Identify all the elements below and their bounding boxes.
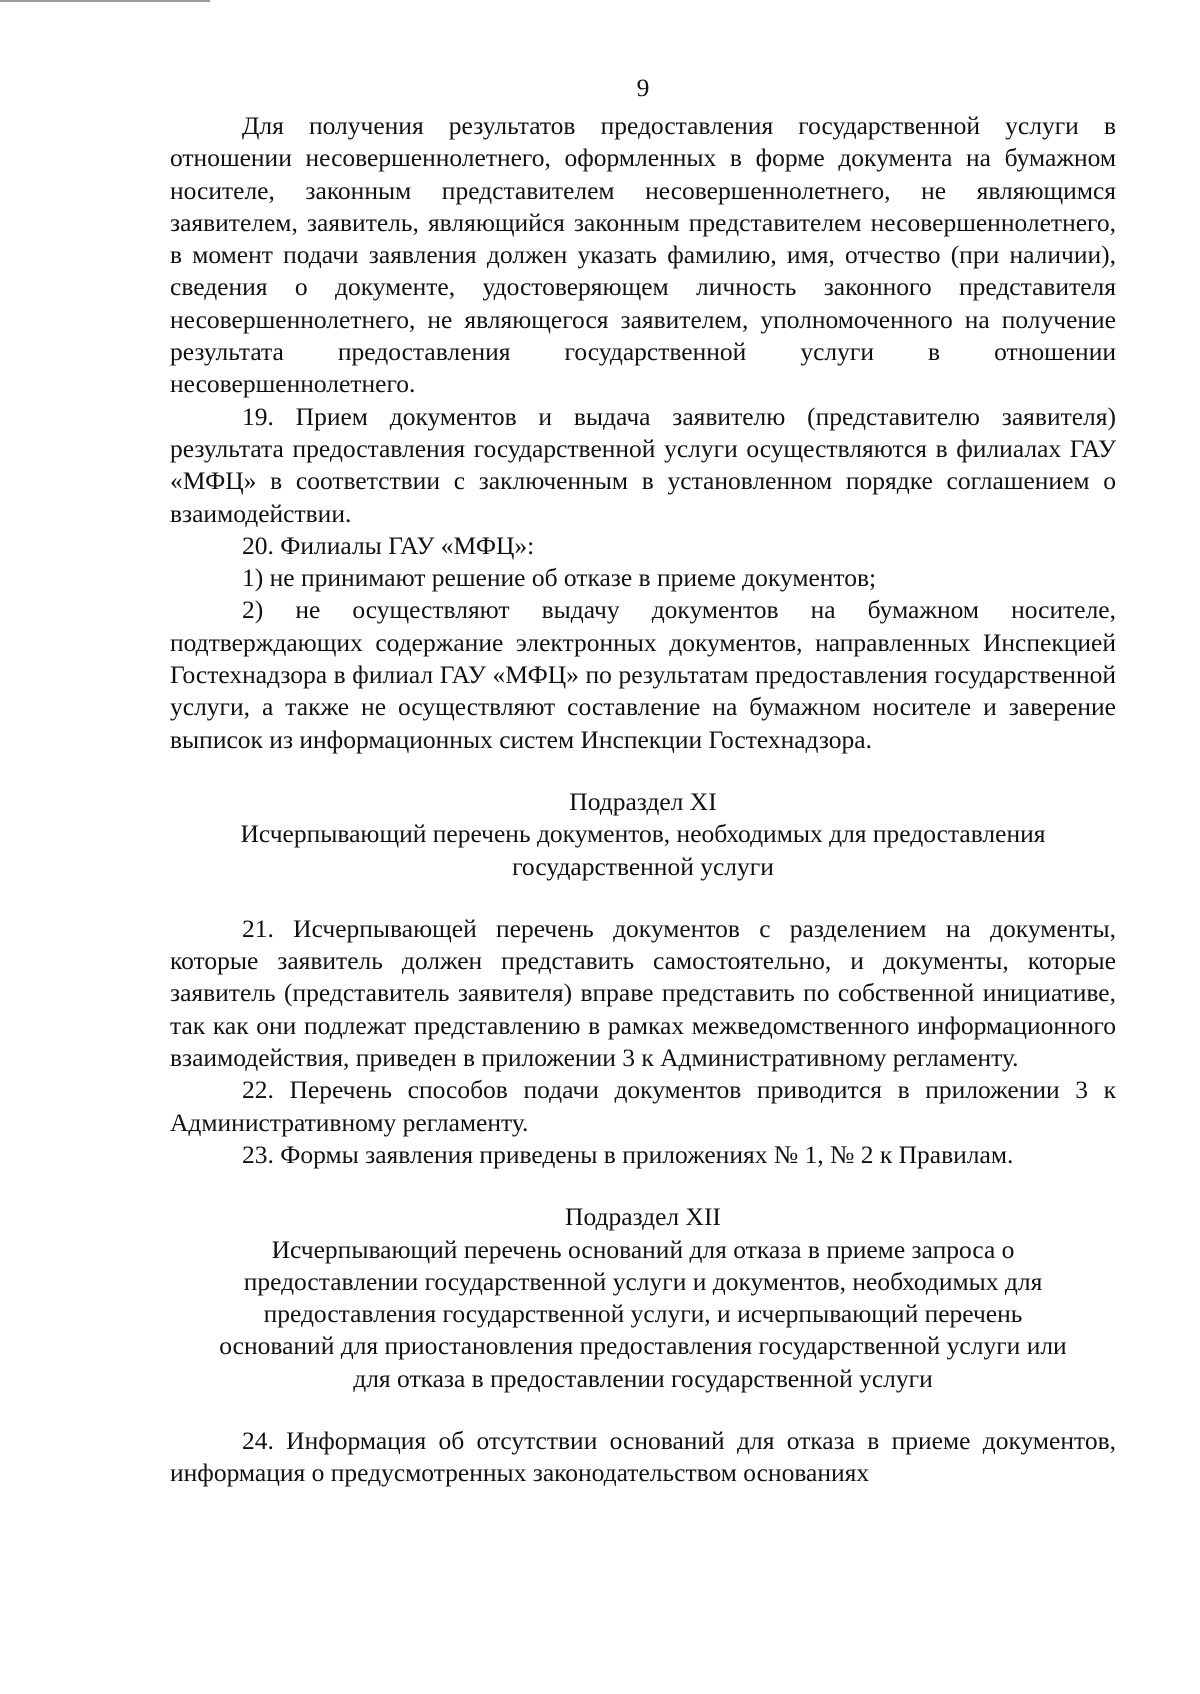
paragraph-22: 22. Перечень способов подачи документов приводится в приложении 3 к Административному регламенту. <box>170 1075 1116 1137</box>
paragraph-19: 19. Прием документов и выдача заявителю (представителю заявителя) результата предоставления государственной услуги осуществляются в филиалах ГАУ «МФЦ» в соответствии с заключенным в установленном порядке соглашением о взаимодействии. <box>170 401 1116 528</box>
paragraph-20-item-2: 2) не осуществляют выдачу документов на бумажном носителе, подтверждающих содержание электронных документов, направленных Инспекцией Гостехнадзора в филиал ГАУ «МФЦ» по результатам предоставления государственной услуги, а также не осуществляют составление на бумажном носителе и заверение выписок из информационных систем Инспекции Гостехнадзора. <box>170 595 1116 754</box>
subsection-12-label: Подраздел XII <box>565 1202 721 1232</box>
subsection-12-heading <box>170 1201 1116 1395</box>
document-page <box>170 66 1116 1490</box>
subsection-12-title-line: предоставлении государственной услуги и документов, необходимых для <box>243 1266 1043 1296</box>
paragraph-24: 24. Информация об отсутствии оснований для отказа в приеме документов, информация о предусмотренных законодательством основаниях <box>170 1425 1116 1488</box>
paragraph-23: 23. Формы заявления приведены в приложениях № 1, № 2 к Правилам. <box>242 1139 1014 1169</box>
paragraph-20-item-1: 1) не принимают решение об отказе в приеме документов; <box>242 563 877 593</box>
page-number: 9 <box>636 73 650 102</box>
paragraph-21: 21. Исчерпывающей перечень документов с разделением на документы, которые заявитель должен представить самостоятельно, и документы, которые заявитель (представитель заявителя) вправе представить по собственной инициативе, так как они подлежат представлению в рамках межведомственного информационного взаимодействия, приведен в приложении 3 к Административному регламенту. <box>170 913 1116 1073</box>
subsection-11-heading <box>170 786 1116 883</box>
subsection-12-title-line: для отказа в предоставлении государственной услуги <box>353 1363 933 1393</box>
subsection-12-title-line: оснований для приостановления предоставления государственной услуги или <box>219 1331 1067 1361</box>
paragraph-20: 20. Филиалы ГАУ «МФЦ»: <box>242 530 535 560</box>
subsection-11-label: Подраздел XI <box>569 786 717 816</box>
subsection-12-title-line: Исчерпывающий перечень оснований для отказа в приеме запроса о <box>271 1234 1015 1264</box>
scan-edge-mark <box>0 0 210 2</box>
paragraph-minor-result: Для получения результатов предоставления государственной услуги в отношении несовершеннолетнего, оформленных в форме документа на бумажном носителе, законным представителем несовершеннолетнего, не являющимся заявителем, заявитель, являющийся законным представителем несовершеннолетнего, в момент подачи заявления должен указать фамилию, имя, отчество (при наличии), сведения о документе, удостоверяющем личность законного представителя несовершеннолетнего, не являющегося заявителем, уполномоченного на получение результата предоставления государственной услуги в отношении несовершеннолетнего. <box>170 111 1116 399</box>
subsection-12-title-line: предоставления государственной услуги, и исчерпывающий перечень <box>263 1299 1023 1329</box>
subsection-11-title-line: государственной услуги <box>512 851 774 881</box>
subsection-11-title-line: Исчерпывающий перечень документов, необходимых для предоставления <box>240 819 1046 849</box>
